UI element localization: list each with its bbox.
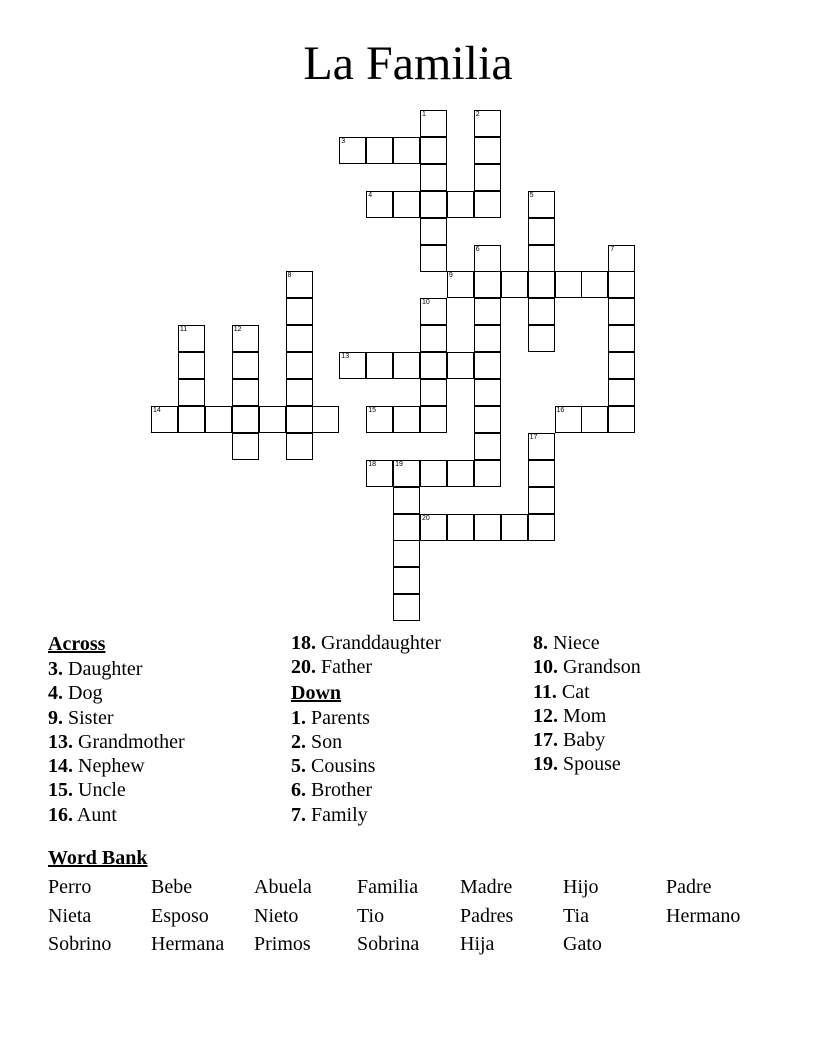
- crossword-cell: [420, 164, 447, 191]
- crossword-cell: [151, 406, 178, 433]
- cell-number: 14: [153, 406, 161, 414]
- crossword-cell: [474, 325, 501, 352]
- cell-number: 17: [529, 433, 538, 441]
- clue-down-2: 2. Son: [291, 730, 343, 753]
- crossword-cell: [420, 110, 447, 137]
- word-bank-item: Perro: [48, 876, 92, 898]
- clue-down-11: 11. Cat: [533, 680, 590, 703]
- crossword-cell: [474, 352, 501, 379]
- crossword-cell: [393, 191, 420, 218]
- crossword-cell: [232, 325, 259, 352]
- crossword-cell: [420, 218, 447, 245]
- cell-number: 7: [610, 245, 615, 253]
- crossword-cell: [581, 271, 608, 298]
- crossword-cell: [232, 433, 259, 460]
- word-bank-item: Tio: [357, 905, 385, 927]
- crossword-cell: [608, 352, 635, 379]
- crossword-cell: [366, 352, 393, 379]
- crossword-cell: [393, 460, 420, 487]
- crossword-cell: [474, 110, 501, 137]
- crossword-cell: [474, 514, 501, 541]
- crossword-cell: [393, 567, 420, 594]
- crossword-cell: [178, 352, 205, 379]
- crossword-cell: [528, 514, 555, 541]
- word-bank-item: Tia: [563, 905, 589, 927]
- crossword-cell: [474, 245, 501, 272]
- crossword-cell: [474, 191, 501, 218]
- crossword-cell: [474, 406, 501, 433]
- crossword-cell: [366, 460, 393, 487]
- page-title: La Familia: [303, 37, 513, 90]
- crossword-cell: [528, 433, 555, 460]
- cell-number: 3: [341, 137, 346, 145]
- word-bank-item: Nieta: [48, 905, 92, 927]
- clue-across-18: 18. Granddaughter: [291, 632, 441, 654]
- crossword-cell: [420, 245, 447, 272]
- clue-down-10: 10. Grandson: [533, 656, 641, 679]
- crossword-cell: [420, 191, 447, 218]
- crossword-cell: [420, 325, 447, 352]
- crossword-cell: [420, 298, 447, 325]
- clues-column-2: [291, 631, 441, 827]
- crossword-cell: [366, 191, 393, 218]
- crossword-cell: [528, 298, 555, 325]
- crossword-cell: [205, 406, 232, 433]
- crossword-cell: [608, 406, 635, 433]
- crossword-cell: [232, 406, 259, 433]
- crossword-cell: [447, 352, 474, 379]
- clue-across-9: 9. Sister: [48, 706, 114, 729]
- crossword-cell: [608, 298, 635, 325]
- word-bank-item: Sobrino: [48, 933, 112, 955]
- cell-number: 12: [233, 326, 242, 334]
- crossword-cell: [608, 245, 635, 272]
- cell-number: 2: [475, 111, 480, 118]
- crossword-cell: [555, 271, 582, 298]
- crossword-cell: [339, 137, 366, 164]
- word-bank-item: Primos: [254, 933, 311, 955]
- crossword-cell: [420, 514, 447, 541]
- word-bank-item: Familia: [357, 876, 419, 898]
- clue-across-13: 13. Grandmother: [48, 730, 185, 753]
- crossword-cell: [366, 137, 393, 164]
- word-bank-item: Abuela: [254, 876, 312, 898]
- word-bank-heading: Word Bank: [48, 847, 148, 869]
- crossword-cell: [232, 352, 259, 379]
- crossword-cell: [286, 406, 313, 433]
- clue-down-6: 6. Brother: [291, 779, 373, 802]
- crossword-cell: [393, 540, 420, 567]
- crossword-cell: [501, 271, 528, 298]
- cell-number: 5: [529, 191, 534, 199]
- word-bank-item: Padre: [666, 876, 712, 898]
- crossword-cell: [339, 352, 366, 379]
- crossword-cell: [501, 514, 528, 541]
- clue-across-20: 20. Father: [291, 656, 373, 679]
- word-bank-item: Madre: [460, 876, 513, 898]
- crossword-cell: [232, 379, 259, 406]
- crossword-cell: [312, 406, 339, 433]
- across-heading: Across: [48, 633, 106, 655]
- crossword-cell: [474, 271, 501, 298]
- word-bank-item: Hermano: [666, 905, 741, 927]
- crossword-cell: [581, 406, 608, 433]
- clue-down-5: 5. Cousins: [291, 755, 376, 778]
- crossword-cell: [528, 218, 555, 245]
- clue-down-8: 8. Niece: [533, 632, 600, 654]
- clue-down-19: 19. Spouse: [533, 753, 621, 776]
- crossword-cell: [286, 352, 313, 379]
- word-bank-item: Esposo: [151, 905, 209, 927]
- crossword-cell: [420, 352, 447, 379]
- crossword-cell: [286, 325, 313, 352]
- crossword-cell: [447, 271, 474, 298]
- cell-number: 4: [368, 191, 373, 199]
- crossword-cell: [420, 406, 447, 433]
- word-bank-item: Hija: [460, 933, 495, 955]
- crossword-cell: [286, 271, 313, 298]
- cell-number: 10: [422, 299, 430, 307]
- word-bank-item: Hijo: [563, 876, 599, 898]
- crossword-cell: [528, 325, 555, 352]
- crossword-cell: [259, 406, 286, 433]
- across-clues-column: [48, 631, 185, 827]
- crossword-cell: [178, 406, 205, 433]
- word-bank-item: Padres: [460, 905, 514, 927]
- word-bank-item: Gato: [563, 933, 602, 955]
- crossword-cell: [420, 460, 447, 487]
- crossword-cell: [555, 406, 582, 433]
- crossword-cell: [608, 379, 635, 406]
- clue-down-17: 17. Baby: [533, 729, 606, 752]
- crossword-cell: [474, 379, 501, 406]
- crossword-cell: [528, 487, 555, 514]
- crossword-cell: [286, 433, 313, 460]
- crossword-cell: [474, 460, 501, 487]
- cell-number: 18: [368, 460, 376, 468]
- crossword-cell: [474, 137, 501, 164]
- crossword-cell: [447, 191, 474, 218]
- crossword-cell: [393, 352, 420, 379]
- crossword-cell: [608, 325, 635, 352]
- crossword-cell: [420, 137, 447, 164]
- crossword-cell: [528, 245, 555, 272]
- crossword-cell: [474, 433, 501, 460]
- clue-down-12: 12. Mom: [533, 704, 607, 727]
- cell-number: 13: [341, 353, 350, 361]
- clue-across-14: 14. Nephew: [48, 755, 145, 778]
- cell-number: 8: [287, 272, 292, 280]
- word-bank-item: Nieto: [254, 905, 299, 927]
- crossword-cell: [447, 460, 474, 487]
- clue-across-4: 4. Dog: [48, 682, 103, 705]
- crossword-cell: [420, 379, 447, 406]
- crossword-cell: [528, 460, 555, 487]
- crossword-cell: [393, 487, 420, 514]
- word-bank-item: Bebe: [151, 876, 193, 898]
- crossword-cell: [393, 514, 420, 541]
- clue-down-7: 7. Family: [291, 803, 368, 826]
- crossword-cell: [393, 406, 420, 433]
- down-heading: Down: [291, 681, 342, 704]
- clue-across-3: 3. Daughter: [48, 658, 143, 680]
- cell-number: 11: [179, 326, 188, 334]
- crossword-cell: [393, 137, 420, 164]
- cell-number: 9: [448, 272, 453, 280]
- crossword-cell: [178, 379, 205, 406]
- crossword-cell: [474, 164, 501, 191]
- cell-number: 1: [422, 111, 426, 118]
- crossword-cell: [393, 594, 420, 621]
- clue-across-15: 15. Uncle: [48, 779, 126, 802]
- cell-number: 19: [395, 460, 403, 468]
- cell-number: 6: [475, 245, 480, 253]
- crossword-cell: [474, 298, 501, 325]
- clue-across-16: 16. Aunt: [48, 803, 117, 826]
- crossword-cell: [286, 298, 313, 325]
- clue-down-1: 1. Parents: [291, 706, 370, 729]
- word-bank-item: Sobrina: [357, 933, 420, 955]
- cell-number: 16: [556, 406, 565, 414]
- crossword-cell: [178, 325, 205, 352]
- crossword-cell: [528, 271, 555, 298]
- crossword-cell: [528, 191, 555, 218]
- crossword-cell: [366, 406, 393, 433]
- clues-column-3: [533, 631, 641, 777]
- crossword-cell: [286, 379, 313, 406]
- word-bank-item: Hermana: [151, 933, 225, 955]
- crossword-cell: [447, 514, 474, 541]
- cell-number: 20: [422, 514, 430, 522]
- cell-number: 15: [368, 406, 376, 414]
- crossword-cell: [608, 271, 635, 298]
